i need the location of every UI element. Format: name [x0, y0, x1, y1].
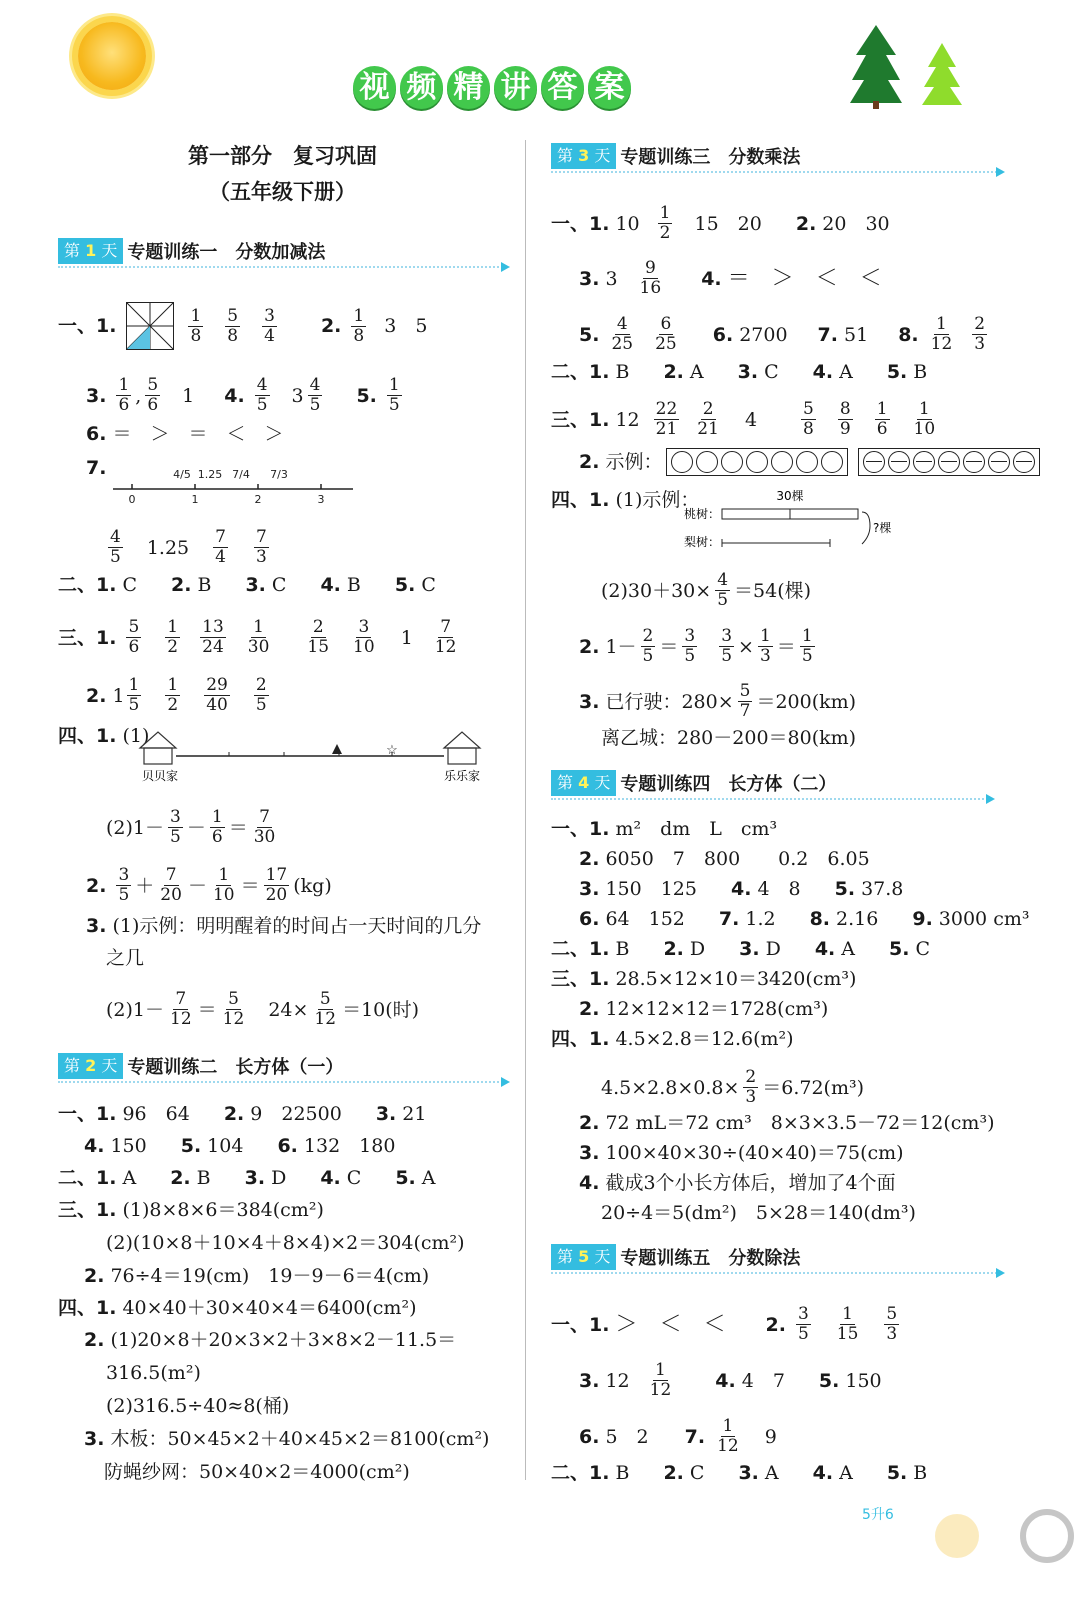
- page-title: [353, 66, 631, 109]
- watermark-icon: [877, 1508, 1077, 1588]
- d3-row3: 5. $\frac{4}{25}$ $\frac{6}{25}$ 6. 2700 7. 51 8. $\frac{1}{12}$ $\frac{2}{3}$: [579, 314, 986, 354]
- d4-part2: 二、 1. B 2. D 3. D 4. A 5. C: [551, 938, 930, 960]
- d5-row1: 一、 1. ＞ ＜ ＜ 2. $\frac{3}{5}$ $\frac{1}{15}$ $\frac{5}{3}$: [551, 1304, 898, 1344]
- day-4-header: 第 4 天 专题训练四 长方体（二）: [551, 770, 991, 796]
- grid-figure: [126, 302, 174, 350]
- d2-part3-q2: 2. 76÷4＝19(cm) 19－9－6＝4(cm): [84, 1265, 430, 1287]
- day-2-header: 第 2 天 专题训练二 长方体（一）: [58, 1053, 506, 1079]
- title-char: 讲: [494, 66, 537, 109]
- d3-part2: 二、 1. B 2. A 3. C 4. A 5. B: [551, 361, 928, 383]
- day-3-header: 第 3 天 专题训练三 分数乘法: [551, 143, 1001, 169]
- d4-row1: 一、 1. m² dm L cm³: [551, 818, 778, 840]
- mark-4-5: 4/5: [173, 468, 191, 481]
- day-1-tag: 第 1 天: [58, 238, 123, 264]
- d3-part4-q1-2: (2)30＋30× $\frac{4}{5}$ ＝54(棵): [601, 570, 812, 610]
- d3-part4-q1: 四、 1. (1)示例：: [551, 489, 700, 511]
- d1-part4-q1-2: (2) 1－ $\frac{3}{5}$ － $\frac{1}{6}$ ＝ $\frac{7}{30}$: [106, 807, 276, 847]
- d2-part4-q3-2: 防蝇纱网：50×40×2＝4000(cm²): [104, 1461, 410, 1483]
- d5-part2: 二、 1. B 2. C 3. A 4. A 5. B: [551, 1462, 928, 1484]
- mark-7-4: 7/4: [232, 468, 250, 481]
- d3-part4-q3: 3. 已行驶：280× $\frac{5}{7}$ ＝200(km): [579, 681, 857, 721]
- d1-part4-q2: 2. $\frac{3}{5}$ ＋ $\frac{7}{20}$ － $\frac{1}{10}$ ＝ $\frac{17}{20}$ (kg): [86, 865, 332, 905]
- d2-part4-q2-2: (2)316.5÷40≈8(桶): [106, 1395, 290, 1417]
- d1-part4-q3: 3. (1)示例：明明醒着的时间占一天时间的几分: [86, 915, 482, 937]
- title-char: 视: [353, 66, 396, 109]
- d2-part3-q1-2: (2)(10×8＋10×4＋8×4)×2＝304(cm²): [106, 1232, 465, 1254]
- d1-part2: 二、 1. C 2. B 3. C 4. B 5. C: [58, 574, 436, 596]
- d4-row3: 3. 150 125 4. 4 8 5. 37.8: [579, 878, 904, 900]
- d5-row2: 3. 12 $\frac{1}{12}$ 4. 4 7 5. 150: [579, 1360, 882, 1400]
- d1-part4-q1: 四、 1. (1): [58, 725, 150, 747]
- day-5-title: 专题训练五 分数除法: [620, 1248, 801, 1269]
- circle-example-b: [858, 448, 1040, 476]
- d1-part3-q2: 2. 1 $\frac{1}{5}$ $\frac{1}{2}$ $\frac{29}{40}$ $\frac{2}{5}$: [86, 675, 267, 715]
- d2-part4-q2: 2. (1)20×8＋20×3×2＋3×8×2－11.5＝: [84, 1329, 457, 1351]
- d1-row7: 7.: [86, 457, 107, 479]
- day-1-header: [58, 238, 506, 264]
- lele-label: 乐乐家: [443, 769, 481, 783]
- day-1-title: 专题训练一 分数加减法: [127, 242, 326, 263]
- d3-part4-q2: 2. 1－ $\frac{2}{5}$ ＝ $\frac{3}{5}$ $\frac{3}{5}$ × $\frac{1}{3}$ ＝ $\frac{1}{5}$: [579, 626, 813, 666]
- title-char: 频: [400, 66, 443, 109]
- tree-count-diagram: [680, 488, 910, 554]
- d4-part4-q3: 3. 100×40×30÷(40×40)＝75(cm): [579, 1142, 904, 1164]
- title-char: 案: [588, 66, 631, 109]
- d4-part4-q4-2: 20÷4＝5(dm²) 5×28＝140(dm³): [601, 1202, 916, 1224]
- d3-part3-q2: 2. 示例：: [579, 448, 1040, 476]
- page-footer: 5升6: [862, 1507, 894, 1523]
- d4-row4: 6. 64 152 7. 1.2 8. 2.16 9. 3000 cm³: [579, 908, 1030, 930]
- d1-row6: 6. ＝ ＞ ＝ ＜ ＞: [86, 423, 284, 445]
- svg-text:30棵: 30棵: [776, 489, 804, 503]
- tick-2: 2: [254, 493, 262, 506]
- tick-3: 3: [317, 493, 325, 506]
- svg-text:☆: ☆: [386, 743, 398, 758]
- svg-text:梨树：: 梨树：: [684, 535, 721, 549]
- day-3-title: 专题训练三 分数乘法: [620, 147, 801, 168]
- day-4-title: 专题训练四 长方体（二）: [620, 774, 837, 795]
- day-2-title: 专题训练二 长方体（一）: [127, 1057, 344, 1078]
- day-5-header: 第 5 天 专题训练五 分数除法: [551, 1244, 1001, 1270]
- beibei-label: 贝贝家: [141, 769, 179, 783]
- svg-text:桃树：: 桃树：: [684, 507, 721, 521]
- d1-part4-q3-cont: 之几: [106, 947, 145, 969]
- d2-part4-q1: 四、 1. 40×40＋30×40×4＝6400(cm²): [58, 1297, 417, 1319]
- d2-row2: 4. 150 5. 104 6. 132 180: [84, 1135, 396, 1157]
- d4-part3-q1: 三、 1. 28.5×12×10＝3420(cm³): [551, 968, 857, 990]
- d4-part3-q2: 2. 12×12×12＝1728(cm³): [579, 998, 829, 1020]
- d4-part4-q2: 2. 72 mL＝72 cm³ 8×3×3.5－72＝12(cm³): [579, 1112, 995, 1134]
- d1-row1: 一、 1. $\frac{1}{8}$ $\frac{5}{8}$ $\frac{3}{4}$ 2. $\frac{1}{8}$ 3 5: [58, 302, 427, 350]
- d2-part4-q2-cont: 316.5(m²): [106, 1362, 201, 1384]
- d3-row2: 3. 3 $\frac{9}{16}$ 4. ＝ ＞ ＜ ＜: [579, 258, 882, 298]
- part-heading: [175, 138, 390, 210]
- part-heading-line1: 第一部分 复习巩固: [188, 144, 377, 168]
- d3-part4-q3-2: 离乙城：280－200＝80(km): [601, 727, 857, 749]
- d3-row1: 一、 1. 10 $\frac{1}{2}$ 15 20 2. 20 30: [551, 203, 890, 243]
- route-diagram: [134, 724, 486, 784]
- d1-part3-q1: 三、 1. $\frac{5}{6}$ $\frac{1}{2}$ $\frac{13}{24}$ $\frac{1}{30}$ $\frac{2}{15}$ $\frac{3}{10}$ 1 $\frac{7}{12}$: [58, 617, 457, 657]
- d3-part3-q1: 三、 1. 12 $\frac{22}{21}$ $\frac{2}{21}$ 4 $\frac{5}{8}$ $\frac{8}{9}$ $\frac{1}{6}$ $\frac{1}{10}$: [551, 399, 936, 439]
- svg-text:?棵: ?棵: [873, 521, 892, 535]
- d4-part4-q1-2: 4.5×2.8×0.8× $\frac{2}{3}$ ＝6.72(m³): [601, 1067, 865, 1107]
- tick-1: 1: [191, 493, 199, 506]
- d4-row2: 2. 6050 7 800 0.2 6.05: [579, 848, 870, 870]
- circle-example-a: [666, 448, 848, 476]
- d1-row7-answers: $\frac{4}{5}$ 1.25 $\frac{7}{4}$ $\frac{7}{3}$: [110, 527, 267, 567]
- d5-row3: 6. 5 2 7. $\frac{1}{12}$ 9: [579, 1416, 777, 1456]
- mark-1.25: 1.25: [197, 468, 223, 481]
- part-heading-line2: （五年级下册）: [209, 180, 356, 204]
- d1-row3: 3. $\frac{1}{6}$ , $\frac{5}{6}$ 1 4. $\frac{4}{5}$ 3 $\frac{4}{5}$ 5. $\frac{1}{5}$: [86, 375, 400, 415]
- title-char: 答: [541, 66, 584, 109]
- title-char: 精: [447, 66, 490, 109]
- d2-part4-q3: 3. 木板：50×45×2＋40×45×2＝8100(cm²): [84, 1428, 490, 1450]
- column-divider: [525, 140, 526, 1480]
- sun-icon: [78, 22, 146, 90]
- d2-row1: 一、 1. 96 64 2. 9 22500 3. 21: [58, 1103, 427, 1125]
- mark-7-3: 7/3: [270, 468, 288, 481]
- d1-part4-q3-2: (2)1－ $\frac{7}{12}$ ＝ $\frac{5}{12}$ 24× $\frac{5}{12}$ ＝10(时): [106, 989, 420, 1029]
- tick-0: 0: [128, 493, 136, 506]
- d2-part3-q1: 三、 1. (1)8×8×6＝384(cm²): [58, 1199, 324, 1221]
- trees-icon: [850, 25, 970, 110]
- d4-part4-q1: 四、 1. 4.5×2.8＝12.6(m²): [551, 1028, 794, 1050]
- number-line: [108, 452, 358, 512]
- d2-part2: 二、 1. A 2. B 3. D 4. C 5. A: [58, 1167, 436, 1189]
- d4-part4-q4: 4. 截成3个小长方体后，增加了4个面: [579, 1172, 896, 1194]
